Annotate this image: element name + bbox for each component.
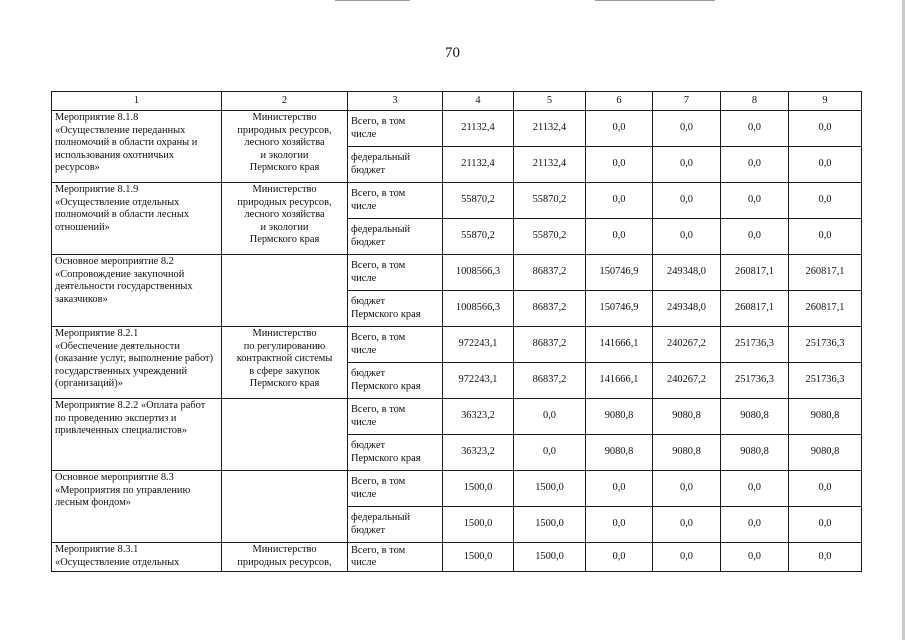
amount-cell: 0,0 (653, 183, 721, 219)
table-row (52, 183, 862, 219)
amount-cell: 0,0 (653, 219, 721, 255)
amount-cell: 21132,4 (514, 147, 586, 183)
amount-cell: 0,0 (789, 507, 862, 543)
amount-cell: 1008566,3 (443, 291, 514, 327)
amount-cell: 9080,8 (586, 399, 653, 435)
amount-cell: 972243,1 (443, 327, 514, 363)
funding-source: бюджет Пермского края (348, 435, 443, 471)
responsible-executor: Министерство природных ресурсов, (222, 543, 348, 572)
amount-cell: 0,0 (721, 219, 789, 255)
amount-cell: 9080,8 (653, 399, 721, 435)
amount-cell: 9080,8 (721, 399, 789, 435)
amount-cell: 0,0 (586, 507, 653, 543)
amount-cell: 0,0 (721, 111, 789, 147)
table-row (52, 543, 862, 572)
amount-cell: 86837,2 (514, 363, 586, 399)
amount-cell: 86837,2 (514, 291, 586, 327)
amount-cell: 9080,8 (653, 435, 721, 471)
amount-cell: 0,0 (586, 147, 653, 183)
funding-source: Всего, в том числе (348, 183, 443, 219)
funding-source: федеральный бюджет (348, 507, 443, 543)
column-header: 1 (52, 92, 222, 111)
table-row (52, 471, 862, 507)
responsible-executor (222, 471, 348, 543)
amount-cell: 1500,0 (443, 471, 514, 507)
funding-source: бюджет Пермского края (348, 363, 443, 399)
amount-cell: 0,0 (721, 543, 789, 572)
amount-cell: 240267,2 (653, 363, 721, 399)
amount-cell: 972243,1 (443, 363, 514, 399)
table-row (52, 255, 862, 291)
amount-cell: 0,0 (789, 183, 862, 219)
funding-table (51, 91, 862, 572)
amount-cell: 0,0 (653, 111, 721, 147)
amount-cell: 55870,2 (514, 183, 586, 219)
activity-name: Основное мероприятие 8.2 «Сопровождение закупочной деятельности государственных заказчиков» (52, 255, 222, 327)
table-row (52, 111, 862, 147)
amount-cell: 21132,4 (443, 111, 514, 147)
amount-cell: 0,0 (586, 471, 653, 507)
amount-cell: 0,0 (789, 111, 862, 147)
table-row (52, 399, 862, 435)
funding-source: федеральный бюджет (348, 219, 443, 255)
amount-cell: 0,0 (789, 471, 862, 507)
funding-source: Всего, в том числе (348, 327, 443, 363)
amount-cell: 251736,3 (721, 327, 789, 363)
responsible-executor (222, 255, 348, 327)
amount-cell: 9080,8 (789, 435, 862, 471)
responsible-executor: Министерство по регулированию контрактной системы в сфере закупок Пермского края (222, 327, 348, 399)
amount-cell: 55870,2 (443, 183, 514, 219)
funding-source: федеральный бюджет (348, 147, 443, 183)
amount-cell: 1500,0 (443, 507, 514, 543)
amount-cell: 0,0 (721, 147, 789, 183)
amount-cell: 0,0 (586, 543, 653, 572)
activity-name: Мероприятие 8.3.1 «Осуществление отдельных (52, 543, 222, 572)
amount-cell: 150746,9 (586, 291, 653, 327)
activity-name: Мероприятие 8.1.9 «Осуществление отдельных полномочий в области лесных отношений» (52, 183, 222, 255)
amount-cell: 55870,2 (443, 219, 514, 255)
funding-source: бюджет Пермского края (348, 291, 443, 327)
amount-cell: 260817,1 (721, 255, 789, 291)
amount-cell: 86837,2 (514, 327, 586, 363)
funding-source: Всего, в том числе (348, 399, 443, 435)
amount-cell: 0,0 (653, 543, 721, 572)
responsible-executor: Министерство природных ресурсов, лесного хозяйства и экологии Пермского края (222, 111, 348, 183)
amount-cell: 251736,3 (789, 327, 862, 363)
amount-cell: 251736,3 (789, 363, 862, 399)
amount-cell: 260817,1 (789, 291, 862, 327)
column-header: 8 (721, 92, 789, 111)
funding-source: Всего, в том числе (348, 111, 443, 147)
column-header: 2 (222, 92, 348, 111)
amount-cell: 0,0 (653, 507, 721, 543)
amount-cell: 0,0 (653, 471, 721, 507)
header-row (52, 92, 862, 111)
amount-cell: 36323,2 (443, 399, 514, 435)
amount-cell: 9080,8 (721, 435, 789, 471)
amount-cell: 141666,1 (586, 363, 653, 399)
amount-cell: 0,0 (514, 435, 586, 471)
column-header: 5 (514, 92, 586, 111)
column-header: 9 (789, 92, 862, 111)
funding-source: Всего, в том числе (348, 471, 443, 507)
table-row (52, 327, 862, 363)
amount-cell: 0,0 (586, 183, 653, 219)
amount-cell: 1500,0 (443, 543, 514, 572)
responsible-executor (222, 399, 348, 471)
amount-cell: 0,0 (789, 219, 862, 255)
amount-cell: 86837,2 (514, 255, 586, 291)
activity-name: Мероприятие 8.1.8 «Осуществление переданных полномочий в области охраны и использования охотничьих ресурсов» (52, 111, 222, 183)
amount-cell: 9080,8 (789, 399, 862, 435)
amount-cell: 0,0 (721, 507, 789, 543)
amount-cell: 36323,2 (443, 435, 514, 471)
column-header: 7 (653, 92, 721, 111)
amount-cell: 150746,9 (586, 255, 653, 291)
funding-source: Всего, в том числе (348, 543, 443, 572)
funding-source: Всего, в том числе (348, 255, 443, 291)
amount-cell: 9080,8 (586, 435, 653, 471)
amount-cell: 0,0 (789, 147, 862, 183)
amount-cell: 0,0 (586, 219, 653, 255)
activity-name: Основное мероприятие 8.3 «Мероприятия по управлению лесным фондом» (52, 471, 222, 543)
activity-name: Мероприятие 8.2.2 «Оплата работ по проведению экспертиз и привлеченных специалистов» (52, 399, 222, 471)
amount-cell: 1008566,3 (443, 255, 514, 291)
amount-cell: 240267,2 (653, 327, 721, 363)
page-number: 70 (445, 45, 460, 61)
amount-cell: 1500,0 (514, 471, 586, 507)
amount-cell: 0,0 (653, 147, 721, 183)
column-header: 3 (348, 92, 443, 111)
amount-cell: 0,0 (514, 399, 586, 435)
amount-cell: 0,0 (586, 111, 653, 147)
column-header: 4 (443, 92, 514, 111)
amount-cell: 249348,0 (653, 291, 721, 327)
amount-cell: 55870,2 (514, 219, 586, 255)
amount-cell: 21132,4 (514, 111, 586, 147)
responsible-executor: Министерство природных ресурсов, лесного хозяйства и экологии Пермского края (222, 183, 348, 255)
column-header: 6 (586, 92, 653, 111)
amount-cell: 0,0 (721, 183, 789, 219)
amount-cell: 260817,1 (721, 291, 789, 327)
amount-cell: 1500,0 (514, 507, 586, 543)
amount-cell: 249348,0 (653, 255, 721, 291)
scan-top-line-left (335, 0, 410, 1)
amount-cell: 0,0 (789, 543, 862, 572)
table-body (52, 92, 862, 572)
activity-name: Мероприятие 8.2.1 «Обеспечение деятельности (оказание услуг, выполнение работ) государственных учреждений (организаций)» (52, 327, 222, 399)
amount-cell: 251736,3 (721, 363, 789, 399)
amount-cell: 141666,1 (586, 327, 653, 363)
scan-top-line-right (595, 0, 715, 1)
amount-cell: 260817,1 (789, 255, 862, 291)
amount-cell: 1500,0 (514, 543, 586, 572)
amount-cell: 0,0 (721, 471, 789, 507)
amount-cell: 21132,4 (443, 147, 514, 183)
